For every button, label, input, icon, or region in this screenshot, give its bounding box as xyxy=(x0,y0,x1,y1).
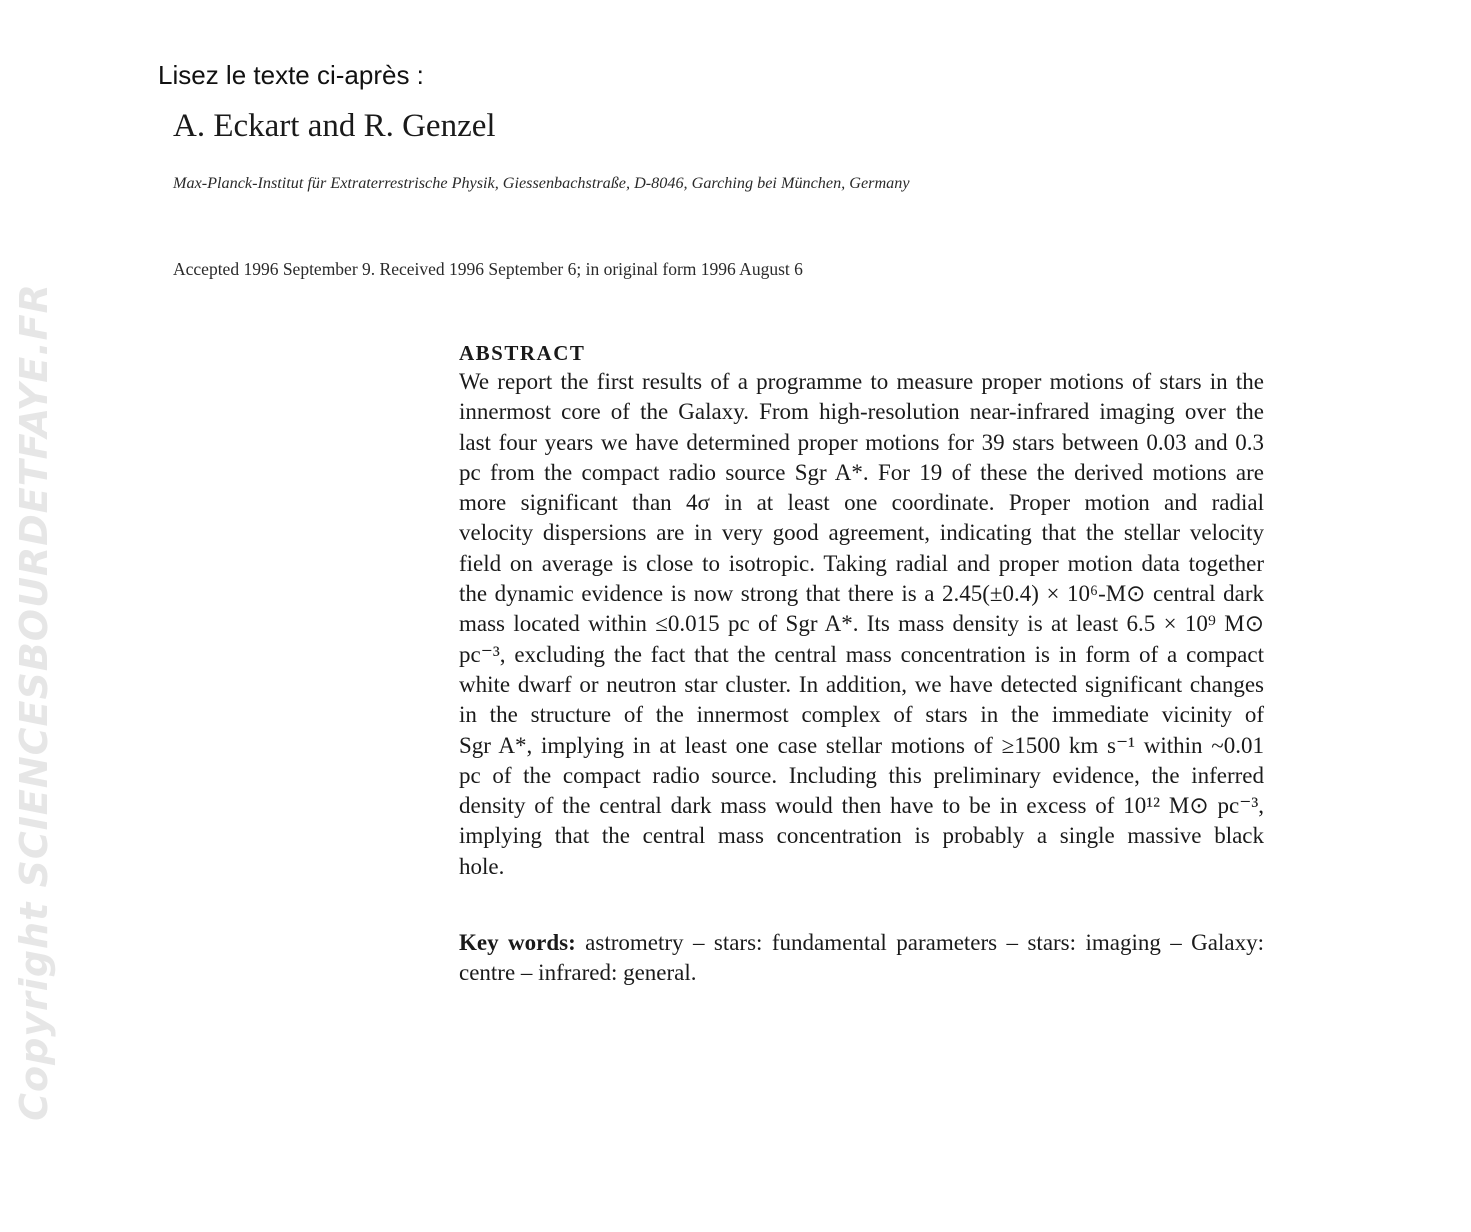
keywords-label: Key words: xyxy=(459,930,576,956)
abstract-line: pc⁻³, excluding the fact that the central mass concentration is in form of a compact xyxy=(459,641,1264,667)
abstract-line: velocity dispersions are in very good agreement, indicating that the stellar velocity xyxy=(459,520,1264,546)
abstract-line: field on average is close to isotropic. Taking radial and proper motion data together xyxy=(459,550,1264,576)
paper-authors: A. Eckart and R. Genzel xyxy=(173,108,496,144)
abstract-line: pc of the compact radio source. Including this preliminary evidence, the inferred xyxy=(459,762,1264,788)
copyright-watermark: Copyright SCIENCESBOURDETFAYE.FR xyxy=(12,283,56,1121)
keywords-line: centre – infrared: general. xyxy=(459,960,697,986)
abstract-line: hole. xyxy=(459,853,505,879)
abstract-line: innermost core of the Galaxy. From high-resolution near-infrared imaging over the xyxy=(459,399,1264,425)
instruction-text: Lisez le texte ci-après : xyxy=(158,60,424,90)
paper-affiliation: Max-Planck-Institut für Extraterrestrische Physik, Giessenbachstraße, D-8046, Garching bei München, Germany xyxy=(173,174,910,192)
abstract-line: mass located within ≤0.015 pc of Sgr A*. Its mass density is at least 6.5 × 10⁹ M⊙ xyxy=(459,611,1264,637)
abstract-line: Sgr A*, implying in at least one case stellar motions of ≥1500 km s⁻¹ within ~0.01 xyxy=(459,732,1264,758)
abstract-line: the dynamic evidence is now strong that there is a 2.45(±0.4) × 10⁶-M⊙ central dark xyxy=(459,581,1264,607)
abstract-heading: ABSTRACT xyxy=(459,341,586,365)
abstract-line: pc from the compact radio source Sgr A*. For 19 of these the derived motions are xyxy=(459,459,1264,485)
paper-dates: Accepted 1996 September 9. Received 1996 September 6; in original form 1996 August 6 xyxy=(173,259,803,279)
keywords-text: astrometry – stars: fundamental parameters – stars: imaging – Galaxy: xyxy=(575,930,1264,956)
abstract-line: density of the central dark mass would then have to be in excess of 10¹² M⊙ pc⁻³, xyxy=(459,793,1264,819)
abstract-line: last four years we have determined proper motions for 39 stars between 0.03 and 0.3 xyxy=(459,429,1264,455)
keywords-section xyxy=(459,928,1264,989)
abstract-line: implying that the central mass concentration is probably a single massive black xyxy=(459,823,1264,849)
abstract-line: We report the first results of a programme to measure proper motions of stars in the xyxy=(459,369,1264,394)
keywords-line xyxy=(459,928,1264,958)
abstract-line: in the structure of the innermost complex of stars in the immediate vicinity of xyxy=(459,702,1264,728)
abstract-line: white dwarf or neutron star cluster. In addition, we have detected significant changes xyxy=(459,671,1264,697)
abstract-body xyxy=(459,367,1264,882)
abstract-section xyxy=(459,339,1264,989)
abstract-line: more significant than 4σ in at least one coordinate. Proper motion and radial xyxy=(459,490,1264,516)
